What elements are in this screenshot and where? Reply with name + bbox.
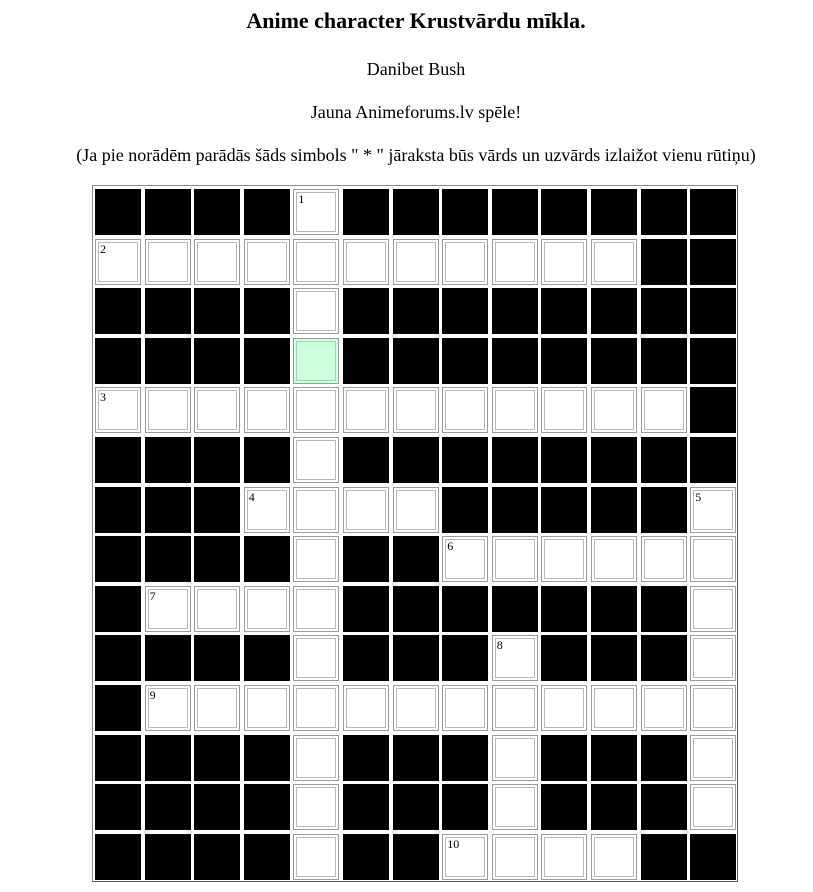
crossword-block [541,635,587,681]
crossword-block [591,338,637,384]
crossword-block [442,784,488,830]
crossword-cell[interactable] [690,487,736,533]
crossword-block [393,784,439,830]
crossword-block [343,189,389,235]
clue-number: 4 [248,489,255,504]
crossword-cell[interactable] [591,685,637,731]
crossword-block [641,239,687,285]
crossword-block [591,784,637,830]
crossword-block [541,189,587,235]
clue-number: 9 [149,688,156,702]
crossword-cell[interactable] [145,586,191,632]
crossword-block [442,288,488,334]
crossword-cell[interactable] [541,239,587,285]
crossword-block [343,834,389,880]
crossword-block [145,834,191,880]
crossword-block [393,437,439,483]
crossword-cell[interactable] [492,387,538,433]
crossword-cell[interactable] [343,239,389,285]
page-title: Anime character Krustvārdu mīkla. [246,8,586,33]
crossword-cell[interactable] [343,487,389,533]
crossword-cell[interactable] [541,685,587,731]
crossword-block [194,288,240,334]
crossword-block [393,635,439,681]
crossword-block [145,735,191,781]
crossword-block [541,586,587,632]
crossword-block [591,586,637,632]
crossword-block [194,338,240,384]
crossword-cell[interactable] [492,635,538,681]
crossword-cell[interactable] [690,536,736,582]
crossword-block [393,735,439,781]
crossword-block [194,834,240,880]
crossword-block [591,635,637,681]
crossword-block [541,487,587,533]
crossword-block [194,784,240,830]
crossword-block [541,437,587,483]
crossword-block [343,338,389,384]
crossword-cell[interactable] [393,685,439,731]
crossword-block [641,735,687,781]
clue-number: 3 [100,390,106,405]
crossword-block [641,189,687,235]
crossword-block [541,288,587,334]
crossword-block [690,189,736,235]
crossword-block [95,338,141,384]
crossword-cell[interactable] [393,387,439,433]
crossword-block [393,586,439,632]
crossword-block [194,735,240,781]
crossword-block [393,536,439,582]
crossword-block [492,189,538,235]
crossword-block [690,437,736,483]
crossword-cell[interactable] [442,239,488,285]
crossword-block [343,536,389,582]
crossword-cell[interactable] [690,685,736,731]
crossword-block [145,487,191,533]
crossword-block [393,338,439,384]
crossword-block [95,586,141,632]
crossword-block [244,437,290,483]
crossword-block [145,338,191,384]
crossword-block [591,487,637,533]
crossword-block [244,288,290,334]
crossword-block [343,586,389,632]
crossword-block [591,288,637,334]
crossword-cell[interactable] [293,288,339,334]
crossword-block [343,735,389,781]
crossword-block [244,635,290,681]
crossword-block [442,586,488,632]
crossword-cell[interactable] [293,387,339,433]
crossword-cell[interactable] [442,685,488,731]
crossword-cell[interactable] [244,487,290,533]
crossword-cell[interactable] [95,387,141,433]
crossword-block [492,437,538,483]
crossword-cell[interactable] [293,834,339,880]
crossword-cell[interactable] [293,685,339,731]
subtitle: Jauna Animeforums.lv spēle! [310,102,522,122]
clue-number: 7 [149,588,156,603]
crossword-block [641,288,687,334]
crossword-block [690,338,736,384]
author-name: Danibet Bush [366,59,466,79]
crossword-block [343,437,389,483]
crossword-cell[interactable] [591,834,637,880]
crossword-block [690,239,736,285]
crossword-block [244,784,290,830]
instruction-note: (Ja pie norādēm parādās šāds simbols " * " jāraksta būs vārds un uzvārds izlaižot vienu rūtiņu) [76,145,756,165]
crossword-cell[interactable] [492,536,538,582]
clue-number: 10 [447,836,460,851]
crossword-block [690,288,736,334]
crossword-cell[interactable] [591,536,637,582]
crossword-block [244,189,290,235]
crossword-block [591,735,637,781]
crossword-cell[interactable] [690,586,736,632]
crossword-block [641,487,687,533]
crossword-block [95,685,141,731]
crossword-cell[interactable] [145,685,191,731]
crossword-cell[interactable] [293,487,339,533]
crossword-block [641,437,687,483]
crossword-cell[interactable] [492,735,538,781]
crossword-cell[interactable] [492,834,538,880]
crossword-cell[interactable] [293,189,339,235]
clue-number: 1 [298,192,305,206]
crossword-block [145,437,191,483]
crossword-cell[interactable] [145,387,191,433]
crossword-block [95,635,141,681]
crossword-cell[interactable] [244,586,290,632]
crossword-cell[interactable] [145,239,191,285]
crossword-block [591,437,637,483]
crossword-cell[interactable] [591,239,637,285]
crossword-cell[interactable] [492,784,538,830]
crossword-block [244,338,290,384]
crossword-block [194,536,240,582]
crossword-block [641,586,687,632]
crossword-cell[interactable] [492,685,538,731]
crossword-cell[interactable] [293,536,339,582]
crossword-block [145,784,191,830]
crossword-block [95,834,141,880]
crossword-block [95,288,141,334]
crossword-block [95,536,141,582]
crossword-block [95,784,141,830]
crossword-cell[interactable] [194,586,240,632]
crossword-cell[interactable] [293,635,339,681]
crossword-block [492,586,538,632]
crossword-cell[interactable] [541,387,587,433]
crossword-cell[interactable] [293,437,339,483]
crossword-cell[interactable] [641,387,687,433]
crossword-cell[interactable] [690,735,736,781]
clue-number: 5 [695,489,702,504]
crossword-block [541,338,587,384]
crossword-cell-active[interactable] [293,338,339,384]
crossword-block [641,338,687,384]
crossword-block [194,487,240,533]
crossword-cell[interactable] [194,387,240,433]
crossword-block [591,189,637,235]
crossword-block [194,437,240,483]
crossword-cell[interactable] [194,239,240,285]
crossword-block [641,635,687,681]
crossword-block [145,288,191,334]
crossword-block [95,487,141,533]
crossword-block [442,338,488,384]
crossword-cell[interactable] [194,685,240,731]
crossword-block [492,487,538,533]
crossword-block [244,735,290,781]
crossword-cell[interactable] [591,387,637,433]
crossword-block [641,834,687,880]
crossword-cell[interactable] [541,834,587,880]
crossword-cell[interactable] [541,536,587,582]
crossword-block [690,387,736,433]
crossword-cell[interactable] [690,784,736,830]
crossword-cell[interactable] [343,685,389,731]
clue-number: 6 [447,539,454,554]
crossword-block [95,735,141,781]
crossword-block [690,834,736,880]
crossword-cell[interactable] [293,239,339,285]
crossword-block [442,487,488,533]
crossword-cell[interactable] [442,536,488,582]
crossword-block [541,735,587,781]
crossword-block [244,536,290,582]
crossword-block [442,735,488,781]
crossword-grid [92,185,738,882]
crossword-block [145,536,191,582]
crossword-block [145,189,191,235]
crossword-block [393,189,439,235]
crossword-cell[interactable] [641,536,687,582]
crossword-block [194,635,240,681]
crossword-block [343,635,389,681]
crossword-block [641,784,687,830]
crossword-cell[interactable] [244,239,290,285]
crossword-block [343,784,389,830]
crossword-block [442,189,488,235]
crossword-cell[interactable] [442,834,488,880]
crossword-block [541,784,587,830]
crossword-block [95,189,141,235]
crossword-block [393,834,439,880]
crossword-cell[interactable] [244,685,290,731]
crossword-cell[interactable] [95,239,141,285]
crossword-cell[interactable] [343,387,389,433]
crossword-block [492,288,538,334]
crossword-block [194,189,240,235]
crossword-block [492,338,538,384]
crossword-block [145,635,191,681]
crossword-cell[interactable] [244,387,290,433]
crossword-cell[interactable] [690,635,736,681]
crossword-block [244,834,290,880]
crossword-block [442,635,488,681]
crossword-cell[interactable] [293,784,339,830]
crossword-block [343,288,389,334]
clue-number: 8 [496,638,503,653]
crossword-cell[interactable] [393,239,439,285]
crossword-cell[interactable] [641,685,687,731]
clue-number: 2 [100,241,106,256]
crossword-block [393,288,439,334]
crossword-cell[interactable] [293,586,339,632]
crossword-cell[interactable] [293,735,339,781]
crossword-cell[interactable] [492,239,538,285]
crossword-block [95,437,141,483]
crossword-cell[interactable] [442,387,488,433]
crossword-block [442,437,488,483]
crossword-cell[interactable] [393,487,439,533]
